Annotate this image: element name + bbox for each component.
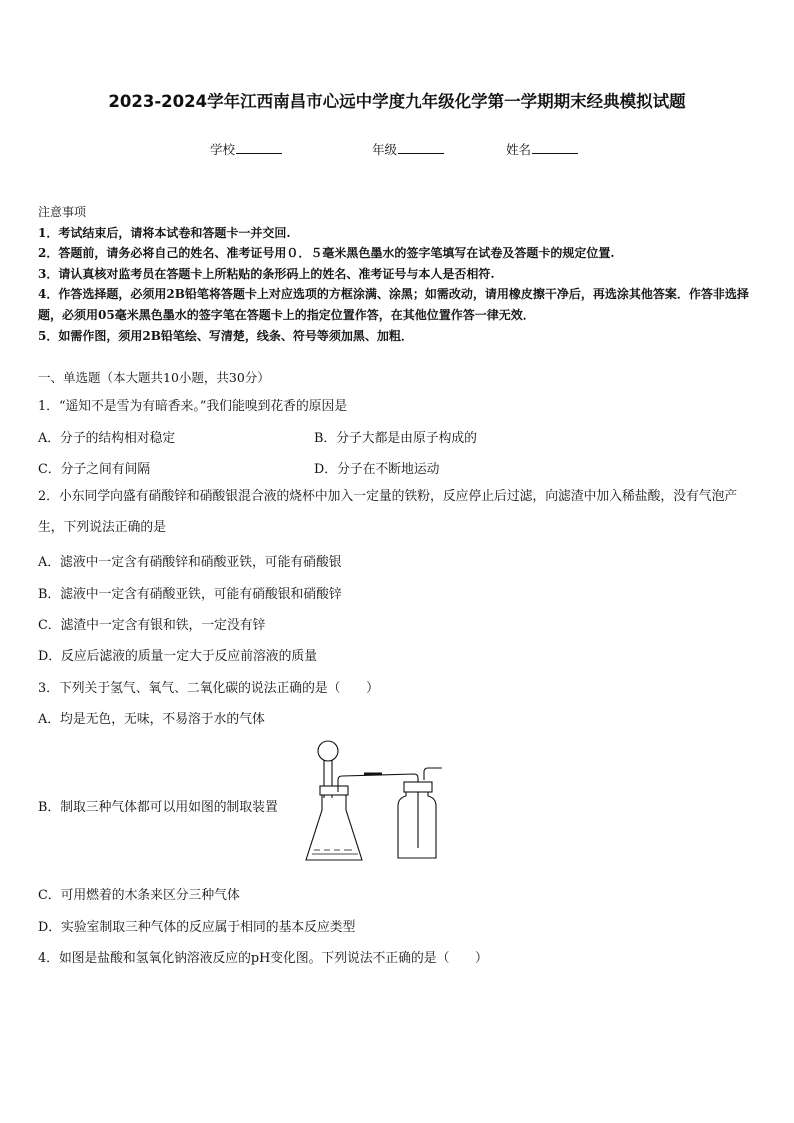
school-field (210, 140, 282, 158)
notice-item: 3．请认真核对监考员在答题卡上所粘贴的条形码上的姓名、准考证号与本人是否相符. (38, 266, 495, 281)
name-blank (532, 141, 578, 154)
page-title: 2023-2024学年江西南昌市心远中学度九年级化学第一学期期末经典模拟试题 (108, 92, 686, 111)
school-label: 学校 (210, 142, 236, 157)
question-2-option-c: C．滤渣中一定含有银和铁，一定没有锌 (38, 618, 266, 633)
question-3-option-d: D．实验室制取三种气体的反应属于相同的基本反应类型 (38, 920, 356, 935)
section-heading: 一、单选题（本大题共10小题，共30分） (38, 370, 270, 385)
grade-field (372, 140, 444, 158)
grade-label: 年级 (372, 142, 398, 157)
question-1-stem: 1．“遥知不是雪为有暗香来。”我们能嗅到花香的原因是 (38, 399, 348, 414)
question-1-option-c: C．分子之间有间隔 (38, 462, 151, 477)
outlet-tube (424, 768, 442, 780)
question-2-stem: 2．小东同学向盛有硝酸锌和硝酸银混合液的烧杯中加入一定量的铁粉，反应停止后过滤，向滤渣中加入稀盐酸，没有气泡产生，下列说法正确的是 (38, 489, 738, 535)
student-info-row (0, 140, 794, 160)
question-1-option-b: B．分子大都是由原子构成的 (314, 431, 477, 446)
notice-item: 4．作答选择题，必须用2B铅笔将答题卡上对应选项的方框涂满、涂黑；如需改动，请用橡皮擦干净后，再选涂其他答案．作答非选择题，必须用05毫米黑色墨水的签字笔在答题卡上的指定位置作答，在其他位置作答一律无效． (38, 287, 749, 322)
flask-stopper (320, 786, 348, 795)
notice-heading: 注意事项 (38, 205, 87, 219)
notice-block (38, 202, 760, 346)
question-3-option-b: B．制取三种气体都可以用如图的制取装置 (38, 800, 278, 815)
funnel-bulb (318, 741, 338, 761)
notice-item: 5．如需作图，须用2B铅笔绘、写清楚，线条、符号等须加黑、加粗． (38, 328, 413, 343)
name-label: 姓名 (506, 142, 532, 157)
question-3-option-a: A．均是无色，无味，不易溶于水的气体 (38, 712, 265, 727)
name-field (506, 140, 578, 158)
collecting-bottle (398, 792, 436, 858)
school-blank (236, 141, 282, 154)
grade-blank (398, 141, 444, 154)
bottle-stopper (404, 782, 432, 792)
question-3-stem: 3．下列关于氢气、氧气、二氧化碳的说法正确的是（ ） (38, 681, 379, 696)
question-2-option-d: D．反应后滤液的质量一定大于反应前溶液的质量 (38, 649, 317, 664)
question-1-option-d: D．分子在不断地运动 (314, 462, 440, 477)
question-3-option-c: C．可用燃着的木条来区分三种气体 (38, 888, 240, 903)
question-2-option-b: B．滤液中一定含有硝酸亚铁，可能有硝酸银和硝酸锌 (38, 587, 342, 602)
question-4-stem: 4．如图是盐酸和氢氧化钠溶液反应的pH变化图。下列说法不正确的是（ ） (38, 951, 488, 966)
notice-item: 1．考试结束后，请将本试卷和答题卡一并交回. (38, 225, 291, 240)
question-1-option-a: A．分子的结构相对稳定 (38, 431, 176, 446)
flask-liquid (312, 850, 358, 854)
question-2-option-a: A．滤液中一定含有硝酸锌和硝酸亚铁，可能有硝酸银 (38, 555, 342, 570)
notice-item: 2．答题前，请务必将自己的姓名、准考证号用０．５毫米黑色墨水的签字笔填写在试卷及答题卡的规定位置. (38, 246, 615, 261)
gas-generation-apparatus-figure (300, 736, 450, 864)
